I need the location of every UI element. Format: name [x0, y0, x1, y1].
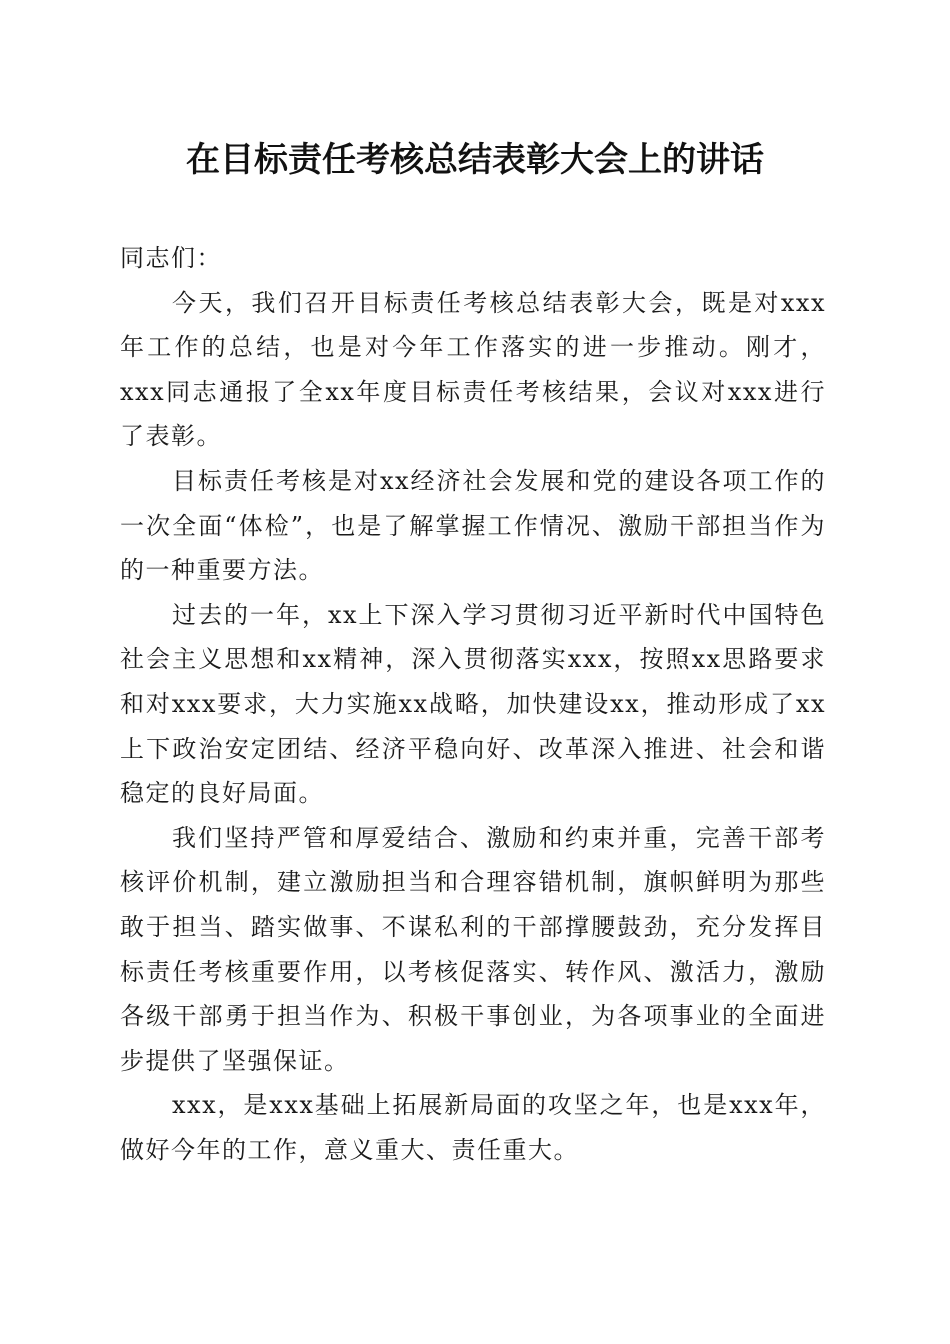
paragraph-5: xxx，是xxx基础上拓展新局面的攻坚之年，也是xxx年，做好今年的工作，意义重大、责任重大。	[120, 1091, 826, 1164]
salutation: 同志们：	[120, 244, 222, 272]
paragraph-4: 我们坚持严管和厚爱结合、激励和约束并重，完善干部考核评价机制，建立激励担当和合理容错机制，旗帜鲜明为那些敢于担当、踏实做事、不谋私利的干部撑腰鼓劲，充分发挥目标责任考核重要作用，以考核促落实、转作风、激活力，激励各级干部勇于担当作为、积极干事创业，为各项事业的全面进步提供了坚强保证。	[120, 823, 826, 1075]
paragraph-2: 目标责任考核是对xx经济社会发展和党的建设各项工作的一次全面“体检”，也是了解掌握工作情况、激励干部担当作为的一种重要方法。	[120, 466, 826, 585]
paragraph-3: 过去的一年，xx上下深入学习贯彻习近平新时代中国特色社会主义思想和xx精神，深入贯彻落实xxx，按照xx思路要求和对xxx要求，大力实施xx战略，加快建设xx，推动形成了xx上下政治安定团结、经济平稳向好、改革深入推进、社会和谐稳定的良好局面。	[120, 600, 826, 808]
paragraph-1: 今天，我们召开目标责任考核总结表彰大会，既是对xxx年工作的总结，也是对今年工作落实的进一步推动。刚才，xxx同志通报了全xx年度目标责任考核结果，会议对xxx进行了表彰。	[120, 288, 826, 451]
document-title: 在目标责任考核总结表彰大会上的讲话	[186, 140, 764, 180]
document-body	[120, 236, 826, 1172]
